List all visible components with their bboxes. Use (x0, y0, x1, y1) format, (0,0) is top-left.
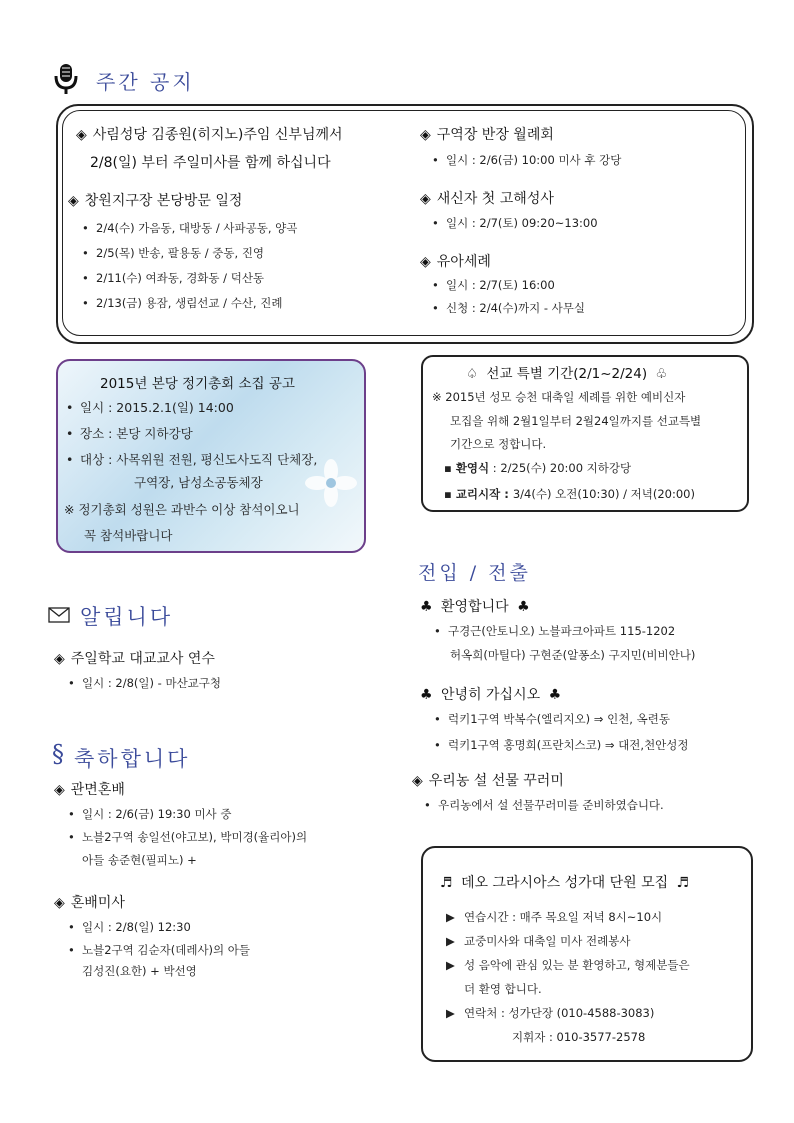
arrow-right-icon: ▶ (446, 934, 455, 948)
notice-heading-baptism: ◈ 유아세례 (420, 254, 491, 270)
congrats-heading-wedding: ◈ 혼배미사 (54, 895, 125, 911)
arrow-right-icon: ▶ (446, 910, 455, 924)
club-icon: ♧ (655, 366, 668, 382)
club-icon: ♣ (548, 687, 562, 703)
transfer-heading-welcome: ♣ 환영합니다 ♣ (420, 599, 530, 615)
envelope-icon (48, 607, 70, 627)
choir-item-2: 지휘자 : 010-3577-2578 (512, 1030, 646, 1044)
general-meeting-place: • 장소 : 본당 지하강당 (66, 426, 193, 441)
baptism-item: • 일시 : 2/7(토) 16:00 (432, 278, 555, 292)
dispensation-item: • 일시 : 2/6(금) 19:30 미사 중 (68, 807, 232, 821)
meeting-item: • 일시 : 2/6(금) 10:00 미사 후 강당 (432, 153, 622, 167)
visit-item: • 2/11(수) 여좌동, 경화동 / 덕산동 (82, 271, 265, 285)
wedding-item: • 일시 : 2/8(일) 12:30 (68, 920, 191, 934)
mission-catechism: ▪ 교리시작 : 3/4(수) 오전(10:30) / 저녁(20:00) (444, 487, 695, 501)
mission-welcome: ▪ 환영식 : 2/25(수) 20:00 지하강당 (444, 461, 632, 475)
general-meeting-title: 2015년 본당 정기총회 소집 공고 (100, 376, 295, 392)
dispensation-item: • 노블2구역 송일선(야고보), 박미경(율리아)의 (68, 830, 308, 844)
visit-item: • 2/4(수) 가음동, 대방동 / 사파공동, 양곡 (82, 221, 298, 235)
transfer-in-item: • 구경근(안토니오) 노블파크아파트 115-1202 (434, 624, 676, 638)
diamond-icon: ◈ (76, 127, 87, 143)
wedding-item: • 노블2구역 김순자(데레사)의 아들 (68, 943, 251, 957)
general-meeting-target-2: 구역장, 남성소공동체장 (134, 475, 263, 490)
diamond-icon: ◈ (54, 651, 65, 667)
mission-text-2: 모집을 위해 2월1일부터 2월24일까지를 선교특별 (450, 414, 702, 428)
notice-heading-visits: ◈ 창원지구장 본당방문 일정 (68, 193, 243, 209)
microphone-icon (52, 62, 80, 96)
transfer-heading-farewell: ♣ 안녕히 가십시오 ♣ (420, 687, 562, 703)
arrow-right-icon: ▶ (446, 1006, 455, 1020)
woorinong-heading: ◈ 우리농 설 선물 꾸러미 (412, 773, 564, 789)
choir-item-2: 더 환영 합니다. (464, 982, 542, 996)
diamond-icon: ◈ (420, 127, 431, 143)
announce-item: • 일시 : 2/8(일) - 마산교구청 (68, 676, 221, 690)
transfer-out-item: • 럭키1구역 홍명희(프란치스코) ⇒ 대전,천안성정 (434, 738, 689, 752)
club-icon: ♣ (420, 687, 433, 703)
choir-item: ▶ 교중미사와 대축일 미사 전례봉사 (446, 934, 631, 948)
wedding-item-2: 김성진(요한) + 박선영 (82, 964, 197, 978)
announce-title: 알립니다 (80, 605, 174, 629)
visit-item: • 2/13(금) 용잠, 생림선교 / 수산, 진례 (82, 296, 283, 310)
diamond-icon: ◈ (68, 193, 79, 209)
notice-heading-new-priest-2: 2/8(일) 부터 주일미사를 함께 하십니다 (90, 155, 331, 171)
woorinong-item: • 우리농에서 설 선물꾸러미를 준비하였습니다. (424, 798, 664, 812)
choir-item: ▶ 성 음악에 관심 있는 분 환영하고, 형제분들은 (446, 958, 690, 972)
general-meeting-note-2: 꼭 참석바랍니다 (84, 528, 173, 543)
weekly-notice-title: 주간 공지 (96, 70, 195, 94)
announce-heading: ◈ 주일학교 대교교사 연수 (54, 651, 215, 667)
transfer-title: 전입 / 전출 (418, 562, 531, 584)
diamond-icon: ◈ (54, 895, 65, 911)
section-mark-icon: § (52, 740, 64, 768)
visit-item: • 2/5(목) 반송, 팔용동 / 중동, 진영 (82, 246, 265, 260)
choir-item: ▶ 연습시간 : 매주 목요일 저녁 8시~10시 (446, 910, 663, 924)
notice-heading-meeting: ◈ 구역장 반장 월례회 (420, 127, 554, 143)
mission-text-3: 기간으로 정합니다. (450, 437, 547, 451)
club-icon: ♣ (420, 599, 433, 615)
congrats-title: 축하합니다 (74, 747, 191, 771)
diamond-icon: ◈ (412, 773, 423, 789)
notice-heading-new-priest: ◈ 사림성당 김종원(히지노)주임 신부님께서 (76, 127, 343, 143)
diamond-icon: ◈ (420, 191, 431, 207)
diamond-icon: ◈ (420, 254, 431, 270)
confession-item: • 일시 : 2/7(토) 09:20~13:00 (432, 216, 598, 230)
spade-icon: ♤ (466, 366, 479, 382)
congrats-heading-dispensation: ◈ 관면혼배 (54, 782, 125, 798)
diamond-icon: ◈ (54, 782, 65, 798)
mission-period-title: ♤ 선교 특별 기간(2/1~2/24) ♧ (466, 366, 668, 382)
choir-title: ♬ 데오 그라시아스 성가대 단원 모집 ♬ (440, 875, 690, 891)
music-note-icon: ♬ (440, 875, 453, 891)
choir-item: ▶ 연락처 : 성가단장 (010-4588-3083) (446, 1006, 655, 1020)
general-meeting-target: • 대상 : 사목위원 전원, 평신도사도직 단체장, (66, 452, 318, 467)
arrow-right-icon: ▶ (446, 958, 455, 972)
club-icon: ♣ (517, 599, 530, 615)
mission-text-1: ※ 2015년 성모 승천 대축일 세례를 위한 예비신자 (432, 390, 686, 404)
general-meeting-note: ※ 정기총회 성원은 과반수 이상 참석이오니 (64, 502, 300, 517)
transfer-in-item-2: 허옥희(마틸다) 구현준(알퐁소) 구지민(비비안나) (450, 648, 696, 662)
dispensation-item-2: 아들 송준현(필피노) + (82, 853, 197, 867)
baptism-item: • 신청 : 2/4(수)까지 - 사무실 (432, 301, 585, 315)
general-meeting-date: • 일시 : 2015.2.1(일) 14:00 (66, 400, 234, 415)
transfer-out-item: • 럭키1구역 박복수(엘리지오) ⇒ 인천, 옥련동 (434, 712, 670, 726)
music-note-icon: ♬ (676, 875, 690, 891)
notice-heading-confession: ◈ 새신자 첫 고해성사 (420, 191, 554, 207)
